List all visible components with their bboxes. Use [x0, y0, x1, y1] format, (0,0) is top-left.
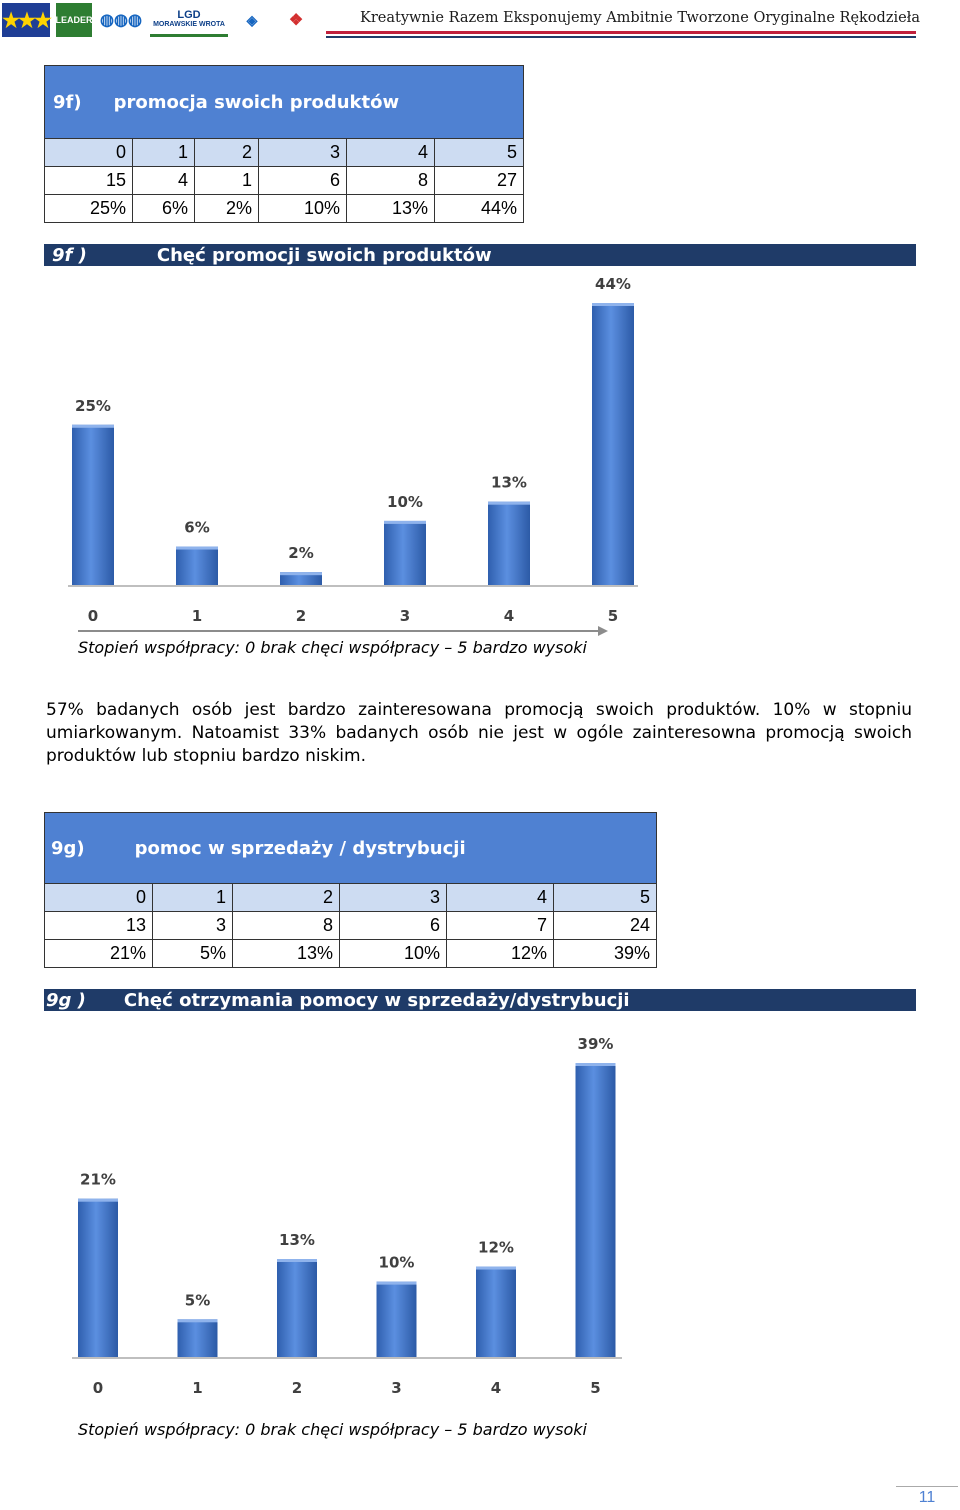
table-cell: 2	[232, 884, 339, 911]
chart-9f-title: Chęć promocji swoich produktów	[156, 244, 492, 266]
table-cell: 4	[132, 167, 194, 194]
table-cell: 6	[339, 912, 446, 939]
table-cell: 27	[434, 167, 523, 194]
table-cell: 39%	[553, 940, 656, 967]
table-cell: 13	[125, 915, 146, 935]
chart-9f-caption: Stopień współpracy: 0 brak chęci współpracy – 5 bardzo wysoki	[78, 638, 587, 657]
chart-9g-caption: Stopień współpracy: 0 brak chęci współpracy – 5 bardzo wysoki	[78, 1420, 587, 1439]
table-cell: 8	[232, 912, 339, 939]
chart-9g-bar	[277, 1259, 317, 1357]
table-9g	[44, 812, 657, 968]
chart-9g-bar-cap	[78, 1199, 118, 1202]
chart-9g-bar	[576, 1063, 616, 1357]
table-9g-label: 9g)	[51, 837, 85, 859]
chart-9f-scale-arrow-head	[598, 626, 608, 636]
chart-9f-tick-label: 5	[607, 607, 619, 625]
chart-9g-tick-label: 5	[590, 1379, 601, 1397]
people-logo-icon: ◍◍◍	[100, 12, 142, 29]
chart-9f-tick-label: 2	[295, 607, 307, 625]
chart-9g-title: Chęć otrzymania pomocy w sprzedaży/dystrybucji	[123, 989, 630, 1011]
chart-9g-bar-cap	[377, 1282, 417, 1285]
table-cell: 10%	[339, 940, 446, 967]
table-cell: 0	[115, 142, 126, 162]
leader-logo: LEADER	[56, 3, 92, 37]
table-cell: 1	[152, 884, 232, 911]
chart-9g-bar-cap	[576, 1063, 616, 1066]
chart-9g-data-label: 12%	[478, 1238, 514, 1257]
table-cell: 5	[434, 139, 523, 166]
chart-9f-data-label: 6%	[184, 518, 210, 537]
chart-9g-tick-label: 4	[490, 1379, 502, 1397]
table-cell: 0	[135, 887, 146, 907]
chart-9g-title-bar	[44, 989, 916, 1011]
table-cell: 15	[105, 170, 126, 190]
table-row	[45, 911, 656, 939]
table-cell: 44%	[434, 195, 523, 222]
chart-9g-label: 9g )	[46, 989, 86, 1011]
chart-9f-data-label: 25%	[75, 396, 111, 415]
chart-9f-bar	[384, 521, 426, 585]
chart-9f-bar-cap	[280, 572, 322, 575]
chart-9f-tick-label: 4	[503, 607, 515, 625]
summary-paragraph: 57% badanych osób jest bardzo zainteresowana promocją swoich produktów. 10% w stopniu umiarkowanym. Natoamist 33% badanych osób nie jest w ogóle zainteresowna promocją swoich produktów lub stopniu bardzo niskim.	[46, 700, 912, 766]
chart-9f-bar	[176, 547, 218, 585]
table-cell: 1	[194, 167, 258, 194]
chart-9g-data-label: 39%	[577, 1035, 614, 1053]
table-cell: 5	[553, 884, 656, 911]
chart-9g-data-label: 5%	[184, 1291, 211, 1310]
chart-9f-label: 9f )	[52, 244, 87, 266]
table-cell: 24	[553, 912, 656, 939]
chart-9g-bar	[476, 1267, 516, 1357]
table-cell: 10%	[258, 195, 346, 222]
chart-9g-tick-label: 2	[291, 1379, 303, 1397]
chart-9g-bar	[178, 1319, 218, 1357]
program-emblem-icon: ❖	[288, 12, 304, 29]
table-9f-title: promocja swoich produktów	[113, 91, 400, 113]
chart-9f-data-label: 2%	[288, 544, 314, 563]
table-cell: 25%	[89, 198, 126, 218]
chart-9f-bar-cap	[488, 502, 530, 505]
chart-9f-tick-label: 1	[191, 607, 203, 625]
table-cell: 8	[346, 167, 434, 194]
chart-9f-bar	[592, 303, 634, 585]
chart-9g-data-label: 10%	[378, 1253, 415, 1272]
table-row	[45, 939, 656, 967]
chart-9g-tick-label: 3	[391, 1379, 402, 1397]
table-cell: 6%	[132, 195, 194, 222]
table-cell: 3	[152, 912, 232, 939]
table-cell: 4	[346, 139, 434, 166]
table-cell: 13%	[232, 940, 339, 967]
chart-9g-bar-cap	[277, 1259, 317, 1262]
table-cell: 7	[446, 912, 553, 939]
table-cell: 2%	[194, 195, 258, 222]
chart-9f-tick-label: 0	[87, 607, 99, 625]
chart-9f-data-label: 13%	[491, 473, 527, 492]
chart-9g-tick-label: 0	[92, 1379, 104, 1397]
chart-9f-bar-cap	[384, 521, 426, 524]
table-cell: 4	[446, 884, 553, 911]
table-cell: 5%	[152, 940, 232, 967]
chart-9g-tick-label: 1	[192, 1379, 203, 1397]
chart-9f-data-label: 10%	[387, 492, 423, 511]
table-cell: 2	[194, 139, 258, 166]
table-9g-header	[45, 813, 656, 883]
eu-flag-icon: ★★★	[2, 3, 50, 37]
chart-9f-tick-label: 3	[399, 607, 411, 625]
chart-9f-bar-cap	[592, 303, 634, 306]
table-cell: 13%	[346, 195, 434, 222]
table-9f-label: 9f)	[53, 91, 82, 113]
chart-9g-bar-cap	[476, 1267, 516, 1270]
table-cell: 1	[132, 139, 194, 166]
chart-9f-bar-cap	[72, 425, 114, 428]
header-title: Kreatywnie Razem Eksponujemy Ambitnie Tworzone Oryginalne Rękodzieła	[360, 10, 921, 26]
page-number: 11	[896, 1486, 958, 1507]
chart-9g-data-label: 21%	[80, 1170, 116, 1189]
regional-emblem-icon: ◈	[246, 11, 258, 28]
table-cell: 6	[258, 167, 346, 194]
chart-9g-data-label: 13%	[279, 1231, 315, 1249]
chart-9f-bar	[488, 502, 530, 585]
chart-9f-bar	[72, 425, 114, 585]
lgd-logo-text: LGD	[177, 8, 201, 21]
table-cell: 3	[258, 139, 346, 166]
chart-9g-bar	[78, 1199, 118, 1357]
table-cell: 12%	[446, 940, 553, 967]
table-cell: 3	[339, 884, 446, 911]
table-row	[45, 883, 656, 911]
chart-9f-data-label: 44%	[595, 275, 631, 293]
table-cell: 21%	[109, 943, 146, 963]
lgd-logo-subtext: MORAWSKIE WROTA	[153, 20, 225, 28]
chart-9g-bar	[377, 1282, 417, 1357]
chart-9g-bar-cap	[178, 1319, 218, 1322]
table-9g-title: pomoc w sprzedaży / dystrybucji	[134, 837, 466, 859]
chart-9f-bar-cap	[176, 547, 218, 550]
